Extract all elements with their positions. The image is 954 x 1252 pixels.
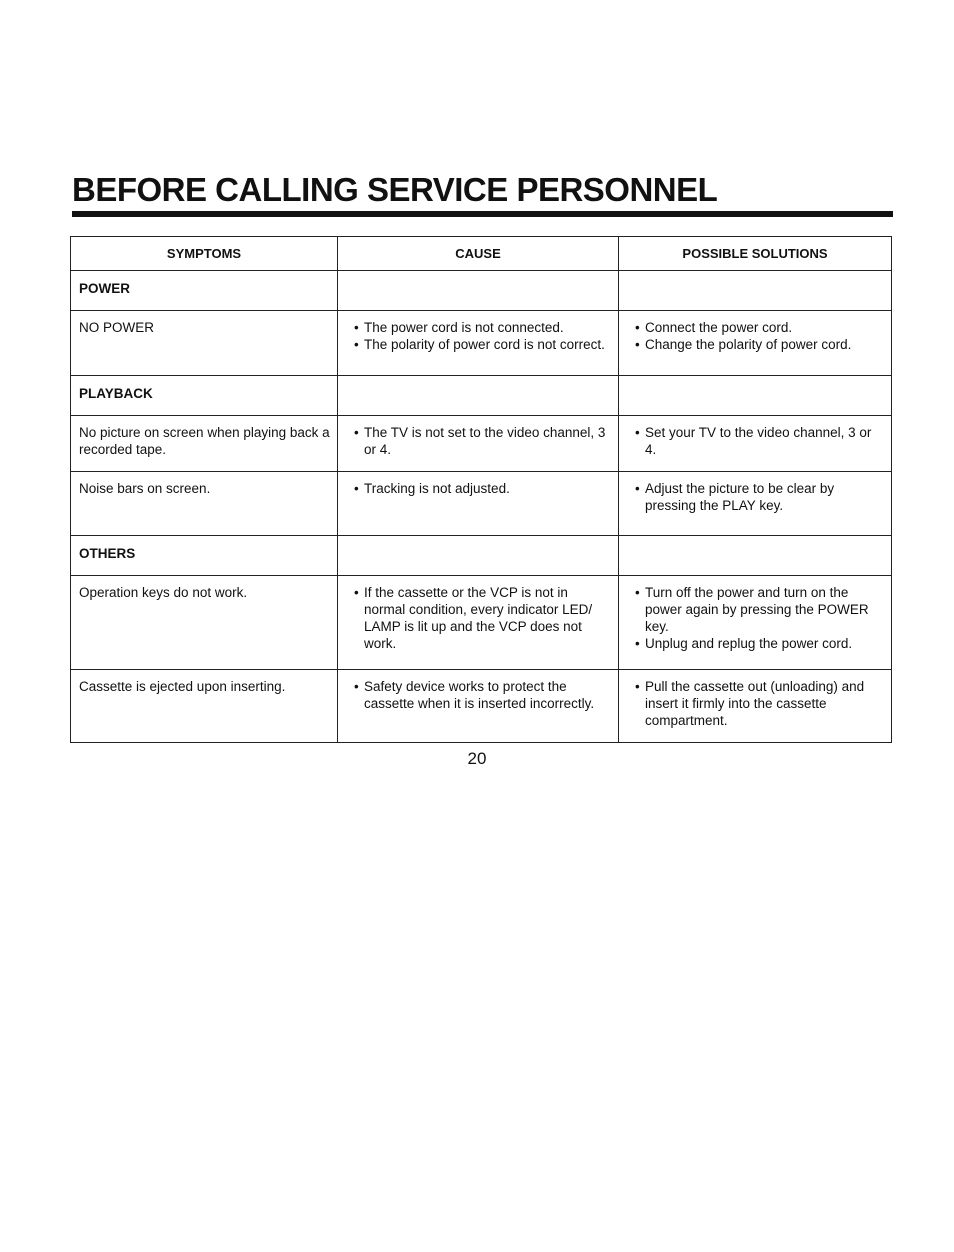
empty-cell: [619, 271, 892, 311]
table-header-row: [71, 237, 892, 271]
cause-item: • The power cord is not connected.: [354, 319, 612, 336]
cause-item: • The polarity of power cord is not correct.: [354, 336, 612, 353]
empty-cell: [619, 536, 892, 576]
table-row: [71, 472, 892, 536]
symptom-cell: Noise bars on screen.: [71, 472, 338, 536]
table-row: [71, 576, 892, 670]
empty-cell: [338, 536, 619, 576]
cause-cell: [338, 416, 619, 472]
page-title: BEFORE CALLING SERVICE PERSONNEL: [72, 171, 718, 208]
section-row-others: [71, 536, 892, 576]
cause-item: • If the cassette or the VCP is not in normal condition, every indicator LED/ LAMP is lit up and the VCP does not work.: [354, 584, 612, 652]
empty-cell: [338, 376, 619, 416]
title-rule: [72, 211, 893, 217]
troubleshooting-table: [70, 236, 892, 743]
solution-cell: [619, 576, 892, 670]
solution-cell: [619, 670, 892, 743]
empty-cell: [619, 376, 892, 416]
section-row-power: [71, 271, 892, 311]
symptom-cell: Operation keys do not work.: [71, 576, 338, 670]
solution-cell: [619, 472, 892, 536]
cause-cell: [338, 670, 619, 743]
cause-item: • The TV is not set to the video channel, 3 or 4.: [354, 424, 612, 458]
symptom-cell: No picture on screen when playing back a recorded tape.: [71, 416, 338, 472]
cause-cell: [338, 576, 619, 670]
page-number: 20: [467, 749, 487, 768]
table-row: [71, 670, 892, 743]
header-symptoms: SYMPTOMS: [71, 237, 338, 271]
solution-item: • Connect the power cord.: [635, 319, 885, 336]
section-label-power: POWER: [71, 271, 338, 311]
section-row-playback: [71, 376, 892, 416]
section-label-playback: PLAYBACK: [71, 376, 338, 416]
symptom-cell: NO POWER: [71, 311, 338, 376]
cause-item: • Safety device works to protect the cassette when it is inserted incorrectly.: [354, 678, 612, 712]
solution-cell: [619, 416, 892, 472]
solution-item: • Change the polarity of power cord.: [635, 336, 885, 353]
header-solutions: POSSIBLE SOLUTIONS: [619, 237, 892, 271]
solution-item: • Turn off the power and turn on the power again by pressing the POWER key.: [635, 584, 885, 635]
solution-item: • Unplug and replug the power cord.: [635, 635, 885, 652]
cause-cell: [338, 311, 619, 376]
solution-cell: [619, 311, 892, 376]
header-cause: CAUSE: [338, 237, 619, 271]
solution-item: • Adjust the picture to be clear by pressing the PLAY key.: [635, 480, 885, 514]
section-label-others: OTHERS: [71, 536, 338, 576]
table-row: [71, 311, 892, 376]
symptom-cell: Cassette is ejected upon inserting.: [71, 670, 338, 743]
solution-item: • Set your TV to the video channel, 3 or 4.: [635, 424, 885, 458]
cause-cell: [338, 472, 619, 536]
solution-item: • Pull the cassette out (unloading) and insert it firmly into the cassette compartment.: [635, 678, 885, 729]
empty-cell: [338, 271, 619, 311]
table-row: [71, 416, 892, 472]
cause-item: • Tracking is not adjusted.: [354, 480, 612, 497]
